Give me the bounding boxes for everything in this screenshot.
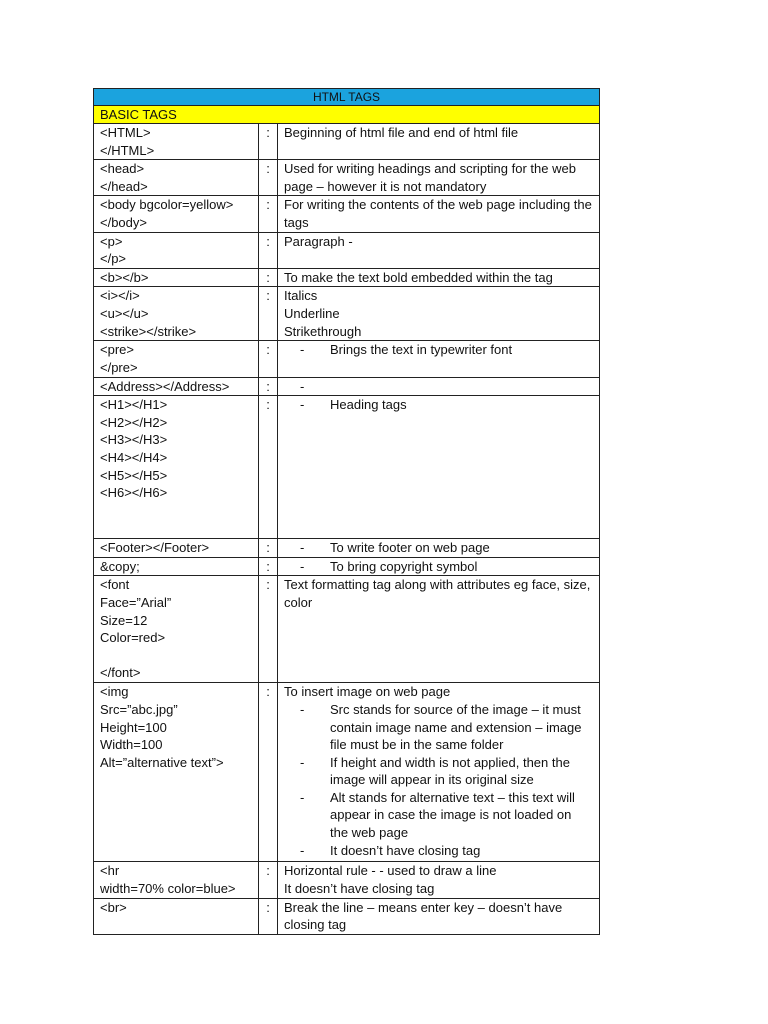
dash-icon: - (300, 789, 305, 805)
table-row (94, 862, 600, 898)
table-row (94, 268, 600, 287)
separator-cell: : (259, 268, 278, 287)
bullet-text: To write footer on web page (330, 540, 490, 556)
table-row (94, 287, 600, 341)
table-row (94, 539, 600, 558)
section-heading: BASIC TAGS (94, 106, 600, 124)
tag-cell: <H1></H1> <H2></H2> <H3></H3> <H4></H4> <H5></H5> <H6></H6> (94, 396, 259, 539)
description-cell (278, 377, 600, 396)
description-cell (278, 539, 600, 558)
tag-cell: <Footer></Footer> (94, 539, 259, 558)
tag-cell: <head> </head> (94, 160, 259, 196)
table-row (94, 160, 600, 196)
separator-cell: : (259, 377, 278, 396)
description-cell (278, 683, 600, 862)
separator-cell: : (259, 396, 278, 539)
description-text: For writing the contents of the web page including the tags (284, 197, 592, 230)
bullet-item (284, 396, 593, 414)
description-text: To make the text bold embedded within the tag (284, 269, 553, 285)
description-text: Horizontal rule - - used to draw a line It doesn’t have closing tag (284, 863, 497, 896)
separator-cell: : (259, 287, 278, 341)
description-text: To insert image on web page (284, 684, 451, 700)
separator-cell: : (259, 862, 278, 898)
description-cell (278, 898, 600, 934)
dash-icon: - (300, 378, 305, 394)
dash-icon: - (300, 701, 305, 717)
description-cell (278, 287, 600, 341)
bullet-text: If height and width is not applied, then the image will appear in its original size (330, 754, 570, 788)
table-row (94, 576, 600, 683)
tag-cell: <font Face=”Arial” Size=12 Color=red> </font> (94, 576, 259, 683)
description-text: Break the line – means enter key – doesn’t have closing tag (284, 899, 563, 933)
separator-cell: : (259, 576, 278, 683)
table-row (94, 396, 600, 539)
tag-cell: <b></b> (94, 268, 259, 287)
title-row (94, 89, 600, 106)
description-cell (278, 196, 600, 232)
tag-cell: <img Src=”abc.jpg” Height=100 Width=100 Alt=”alternative text”> (94, 683, 259, 862)
tag-cell: <p> </p> (94, 232, 259, 268)
separator-cell: : (259, 124, 278, 160)
tag-cell: <i></i> <u></u> <strike></strike> (94, 287, 259, 341)
description-cell (278, 341, 600, 377)
separator-cell: : (259, 232, 278, 268)
bullet-item (284, 558, 593, 576)
bullet-item (284, 701, 593, 754)
table-row (94, 377, 600, 396)
html-tags-table (93, 88, 600, 935)
bullet-item (284, 341, 593, 359)
separator-cell: : (259, 160, 278, 196)
bullet-item (284, 789, 593, 842)
bullet-item (284, 754, 593, 789)
tag-cell: <HTML> </HTML> (94, 124, 259, 160)
separator-cell: : (259, 683, 278, 862)
tag-cell: <hr width=70% color=blue> (94, 862, 259, 898)
table-row (94, 196, 600, 232)
dash-icon: - (300, 397, 305, 413)
separator-cell: : (259, 341, 278, 377)
dash-icon: - (300, 540, 305, 556)
section-row (94, 106, 600, 124)
table-title: HTML TAGS (94, 89, 600, 106)
dash-icon: - (300, 842, 305, 858)
table-row (94, 683, 600, 862)
bullet-item (284, 539, 593, 557)
dash-icon: - (300, 754, 305, 770)
tag-cell: <Address></Address> (94, 377, 259, 396)
bullet-text: Brings the text in typewriter font (330, 342, 513, 358)
description-text: Used for writing headings and scripting for the web page – however it is not mandatory (284, 161, 576, 194)
tag-cell: <body bgcolor=yellow> </body> (94, 196, 259, 232)
bullet-text: Src stands for source of the image – it must contain image name and extension – image file must be in the same folder (330, 701, 582, 753)
separator-cell: : (259, 898, 278, 934)
description-cell (278, 862, 600, 898)
description-text: Paragraph - (284, 233, 353, 249)
table-row (94, 557, 600, 576)
dash-icon: - (300, 558, 305, 574)
tag-cell: <pre> </pre> (94, 341, 259, 377)
separator-cell: : (259, 196, 278, 232)
bullet-item (284, 378, 593, 396)
description-text: Italics Underline Strikethrough (284, 288, 362, 339)
dash-icon: - (300, 342, 305, 358)
description-text: Text formatting tag along with attributes eg face, size, color (284, 577, 591, 610)
separator-cell: : (259, 557, 278, 576)
table-row (94, 341, 600, 377)
table-row (94, 232, 600, 268)
description-cell (278, 396, 600, 539)
bullet-text: Heading tags (330, 397, 407, 413)
description-cell (278, 160, 600, 196)
bullet-text: It doesn’t have closing tag (330, 842, 481, 858)
description-cell (278, 124, 600, 160)
table-row (94, 898, 600, 934)
description-cell (278, 268, 600, 287)
description-text: Beginning of html file and end of html file (284, 125, 519, 140)
description-cell (278, 232, 600, 268)
tag-cell: &copy; (94, 557, 259, 576)
description-cell (278, 576, 600, 683)
bullet-text: Alt stands for alternative text – this text will appear in case the image is not loaded on the web page (330, 789, 575, 841)
separator-cell: : (259, 539, 278, 558)
bullet-item (284, 842, 593, 860)
table-row (94, 124, 600, 160)
tag-cell: <br> (94, 898, 259, 934)
description-cell (278, 557, 600, 576)
bullet-text (330, 378, 593, 396)
bullet-text: To bring copyright symbol (330, 558, 478, 574)
